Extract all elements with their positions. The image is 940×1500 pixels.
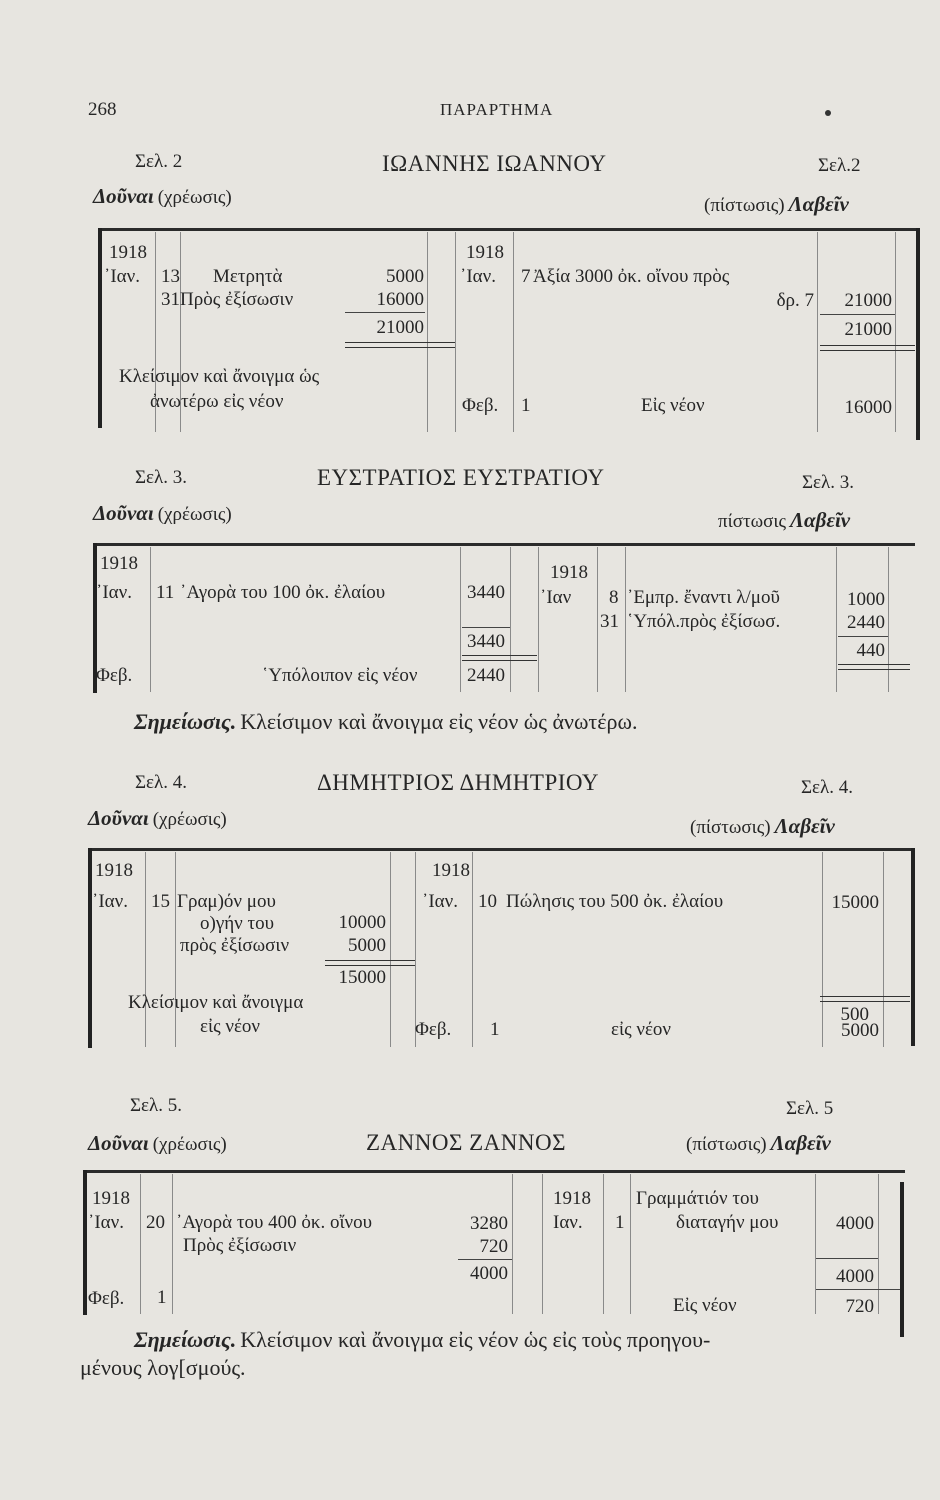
credit-year: 1918 — [553, 1188, 591, 1209]
debit-entry-text: Πρὸς ἐξίσωσιν — [180, 289, 294, 310]
credit-month: ᾿Ιαν — [540, 587, 572, 608]
debit-year: 1918 — [92, 1188, 130, 1209]
credit-heading: (πίστωσις) Λαβεῖν — [704, 192, 849, 216]
debit-heading: Δοῦναι (χρέωσις) — [88, 806, 227, 830]
credit-total: 440 — [856, 640, 885, 661]
credit-total: 21000 — [844, 319, 892, 340]
page-ref-left: Σελ. 5. — [130, 1095, 182, 1116]
rule-top — [88, 848, 915, 851]
credit-day: 10 — [478, 891, 497, 912]
credit-day: 8 — [609, 587, 619, 608]
debit-month: ᾿Ιαν. — [96, 582, 132, 603]
rule-top — [98, 228, 920, 231]
credit-entry-text: Εἰς νέον — [673, 1295, 737, 1316]
credit-month: Ιαν. — [553, 1212, 583, 1233]
credit-entry-text: Εἰς νέον — [641, 395, 705, 416]
debit-day: 20 — [146, 1212, 165, 1233]
page-ref-left: Σελ. 2 — [135, 151, 183, 172]
rule-left — [83, 1170, 87, 1315]
account-name: ΙΩΑΝΝΗΣ ΙΩΑΝΝΟΥ — [382, 151, 607, 176]
debit-amount: 720 — [479, 1236, 508, 1257]
page-ref-right: Σελ. 5 — [786, 1098, 834, 1119]
debit-month: Φεβ. — [96, 665, 133, 686]
credit-year: 1918 — [466, 242, 504, 263]
page-ref-left: Σελ. 4. — [135, 772, 187, 793]
debit-year: 1918 — [95, 860, 133, 881]
credit-entry-text: ᾿Εμπρ. ἔναντι λ/μοῦ — [627, 587, 780, 608]
account-name: ΖΑΝΝΟΣ ΖΑΝΝΟΣ — [366, 1130, 567, 1155]
debit-month: ᾿Ιαν. — [88, 1212, 124, 1233]
debit-amount: 5000 — [386, 266, 424, 287]
dot-mark — [825, 110, 831, 116]
rule-right — [900, 1182, 904, 1337]
credit-heading: πίστωσις Λαβεῖν — [718, 508, 851, 532]
credit-month: ᾿Ιαν. — [460, 266, 496, 287]
debit-entry-text: πρὸς ἐξίσωσιν — [180, 935, 290, 956]
debit-year: 1918 — [109, 242, 147, 263]
note-2-continued: μένους λογ[σμούς. — [80, 1355, 246, 1380]
credit-day: 1 — [521, 395, 531, 416]
rule-top — [83, 1170, 905, 1173]
credit-day: 31 — [600, 611, 619, 632]
debit-entry-text: Γραμ)όν μου — [177, 891, 276, 912]
debit-heading: Δοῦναι (χρέωσις) — [88, 1131, 227, 1155]
credit-amount: 2440 — [847, 612, 885, 633]
page-ref-right: Σελ. 3. — [802, 472, 854, 493]
credit-entry-text: ῾Υπόλ.πρὸς ἐξίσωσ. — [627, 611, 781, 632]
debit-amount: 2440 — [467, 665, 505, 686]
debit-total: 15000 — [338, 967, 386, 988]
credit-amount: 1000 — [847, 589, 885, 610]
debit-day: 11 — [156, 582, 175, 603]
account-name: ΕΥΣΤΡΑΤΙΟΣ ΕΥΣΤΡΑΤΙΟΥ — [317, 465, 605, 490]
debit-month: ᾿Ιαν. — [92, 891, 128, 912]
page-number: 268 — [88, 99, 117, 120]
debit-entry-text: ᾿Αγορὰ του 400 ὀκ. οἴνου — [176, 1212, 373, 1233]
credit-amount: 21000 — [844, 290, 892, 311]
debit-amount: 3280 — [470, 1213, 508, 1234]
debit-amount: 16000 — [376, 289, 424, 310]
credit-amount: 16000 — [844, 397, 892, 418]
note-1: Σημείωσις. Κλείσιμον καὶ ἄνοιγμα εἰς νέον ὡς ἀνωτέρω. — [134, 709, 638, 734]
rule-right — [911, 848, 915, 1046]
debit-total: 3440 — [467, 631, 505, 652]
page-ref-left: Σελ. 3. — [135, 467, 187, 488]
credit-entry-text: Πώλησις του 500 ὀκ. ἐλαίου — [506, 891, 724, 912]
debit-day: 31 — [161, 289, 180, 310]
debit-entry-text: ᾿Αγορὰ του 100 ὀκ. ἐλαίου — [180, 582, 386, 603]
credit-amount: 5000 — [841, 1020, 879, 1041]
credit-total: 4000 — [836, 1266, 874, 1287]
debit-day: 13 — [161, 266, 180, 287]
debit-heading: Δοῦναι (χρέωσις) — [93, 501, 232, 525]
credit-year: 1918 — [432, 860, 470, 881]
credit-heading: (πίστωσις) Λαβεῖν — [690, 814, 835, 838]
debit-amount: 10000 — [338, 912, 386, 933]
rule-left — [98, 228, 102, 428]
page-title: ΠΑΡΑΡΤΗΜΑ — [440, 100, 554, 119]
debit-day: 1 — [157, 1287, 167, 1308]
credit-amount: 4000 — [836, 1213, 874, 1234]
credit-month: Φεβ. — [462, 395, 499, 416]
credit-year: 1918 — [550, 562, 588, 583]
rule-right — [916, 228, 920, 440]
credit-total: 500 — [840, 1004, 869, 1025]
credit-entry-text: διαταγήν μου — [676, 1212, 779, 1233]
credit-heading: (πίστωσις) Λαβεῖν — [686, 1131, 831, 1155]
closing-note: Κλείσιμον καὶ ἄνοιγμα ὡς — [119, 366, 320, 387]
credit-entry-text: εἰς νέον — [611, 1019, 672, 1040]
credit-day: 7 — [521, 266, 531, 287]
debit-month: Φεβ. — [88, 1288, 125, 1309]
page-ref-right: Σελ. 4. — [801, 777, 853, 798]
debit-day: 15 — [151, 891, 170, 912]
credit-entry-text: Ἀξία 3000 ὀκ. οἴνου πρὸς — [533, 266, 730, 287]
debit-amount: 5000 — [348, 935, 386, 956]
debit-heading: Δοῦναι (χρέωσις) — [93, 184, 232, 208]
credit-entry-text: Γραμμάτιόν του — [636, 1188, 759, 1209]
debit-total: 21000 — [376, 317, 424, 338]
closing-note: εἰς νέον — [200, 1016, 261, 1037]
account-name: ΔΗΜΗΤΡΙΟΣ ΔΗΜΗΤΡΙΟΥ — [317, 770, 599, 795]
debit-total: 4000 — [470, 1263, 508, 1284]
credit-month: Φεβ. — [415, 1019, 452, 1040]
credit-day: 1 — [490, 1019, 500, 1040]
debit-entry-text: ῾Υπόλοιπον εἰς νέον — [262, 665, 418, 686]
debit-entry-text: Μετρητὰ — [213, 266, 283, 287]
debit-entry-text: Πρὸς ἐξίσωσιν — [183, 1235, 297, 1256]
page-ref-right: Σελ.2 — [818, 155, 861, 176]
credit-entry-text: δρ. 7 — [776, 290, 814, 311]
credit-amount: 15000 — [831, 892, 879, 913]
rule-top — [93, 543, 915, 546]
debit-amount: 3440 — [467, 582, 505, 603]
note-2: Σημείωσις. Κλείσιμον καὶ ἄνοιγμα εἰς νέον ὡς εἰς τοὺς προηγου- — [134, 1327, 711, 1352]
debit-entry-text: ο)γήν του — [200, 913, 275, 934]
closing-note: Κλείσιμον καὶ ἄνοιγμα — [128, 992, 304, 1013]
debit-year: 1918 — [100, 553, 138, 574]
credit-day: 1 — [615, 1212, 625, 1233]
credit-month: ᾿Ιαν. — [422, 891, 458, 912]
credit-amount: 720 — [845, 1296, 874, 1317]
closing-note: ἀνωτέρω εἰς νέον — [150, 391, 284, 412]
debit-month: ᾿Ιαν. — [104, 266, 140, 287]
rule-left — [88, 848, 92, 1048]
